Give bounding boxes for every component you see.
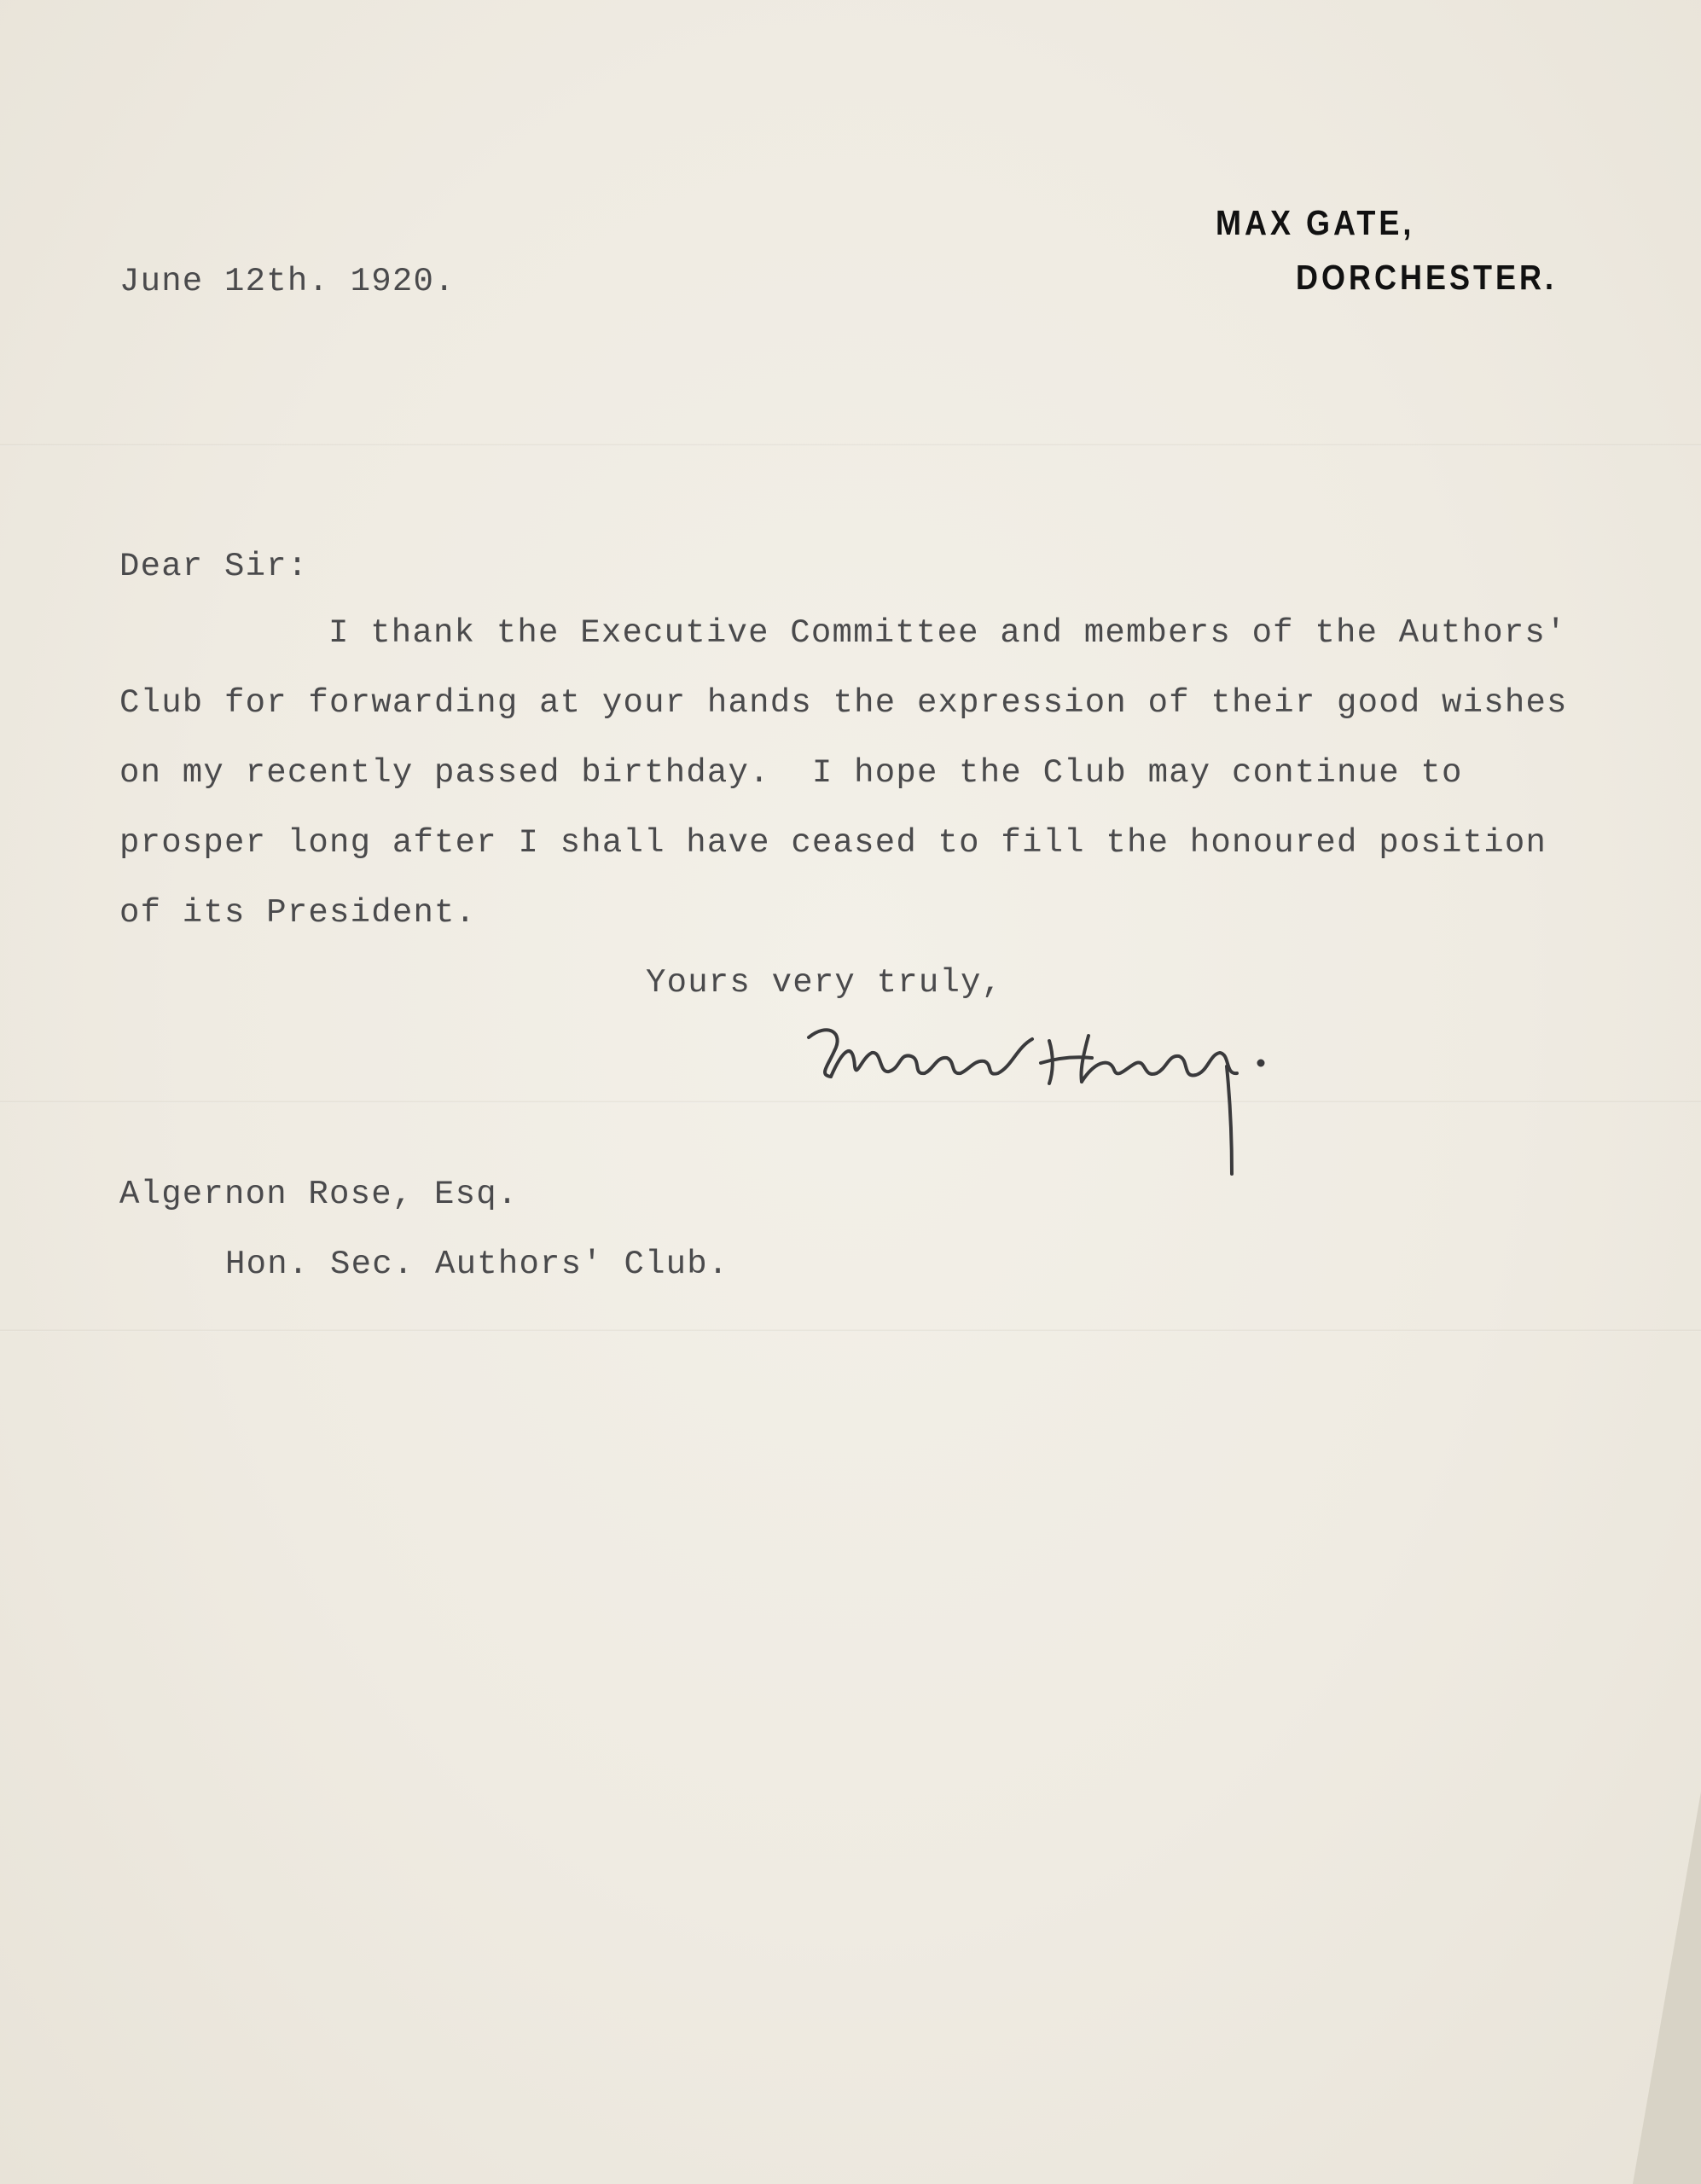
body-line: of its President.: [119, 894, 477, 932]
fold-line: [0, 1329, 1701, 1332]
body-line: prosper long after I shall have ceased to fill the honoured position: [119, 824, 1547, 862]
body-line: I thank the Executive Committee and members of the Authors': [328, 614, 1567, 652]
letterhead-town: DORCHESTER.: [1296, 258, 1558, 297]
letterhead-house: MAX GATE,: [1216, 203, 1415, 242]
body-line: on my recently passed birthday. I hope the Club may continue to: [119, 754, 1463, 792]
closing: Yours very truly,: [646, 964, 1003, 1002]
recipient-name: Algernon Rose, Esq.: [119, 1176, 519, 1213]
letter-date: June 12th. 1920.: [119, 263, 456, 300]
handwritten-signature: [793, 1007, 1297, 1177]
signature-graphic: [793, 1007, 1297, 1177]
body-line: Club for forwarding at your hands the expression of their good wishes: [119, 684, 1568, 722]
fold-line: [0, 444, 1701, 446]
torn-edge: [1633, 1792, 1701, 2184]
recipient-title: Hon. Sec. Authors' Club.: [225, 1246, 729, 1283]
salutation: Dear Sir:: [119, 548, 309, 585]
